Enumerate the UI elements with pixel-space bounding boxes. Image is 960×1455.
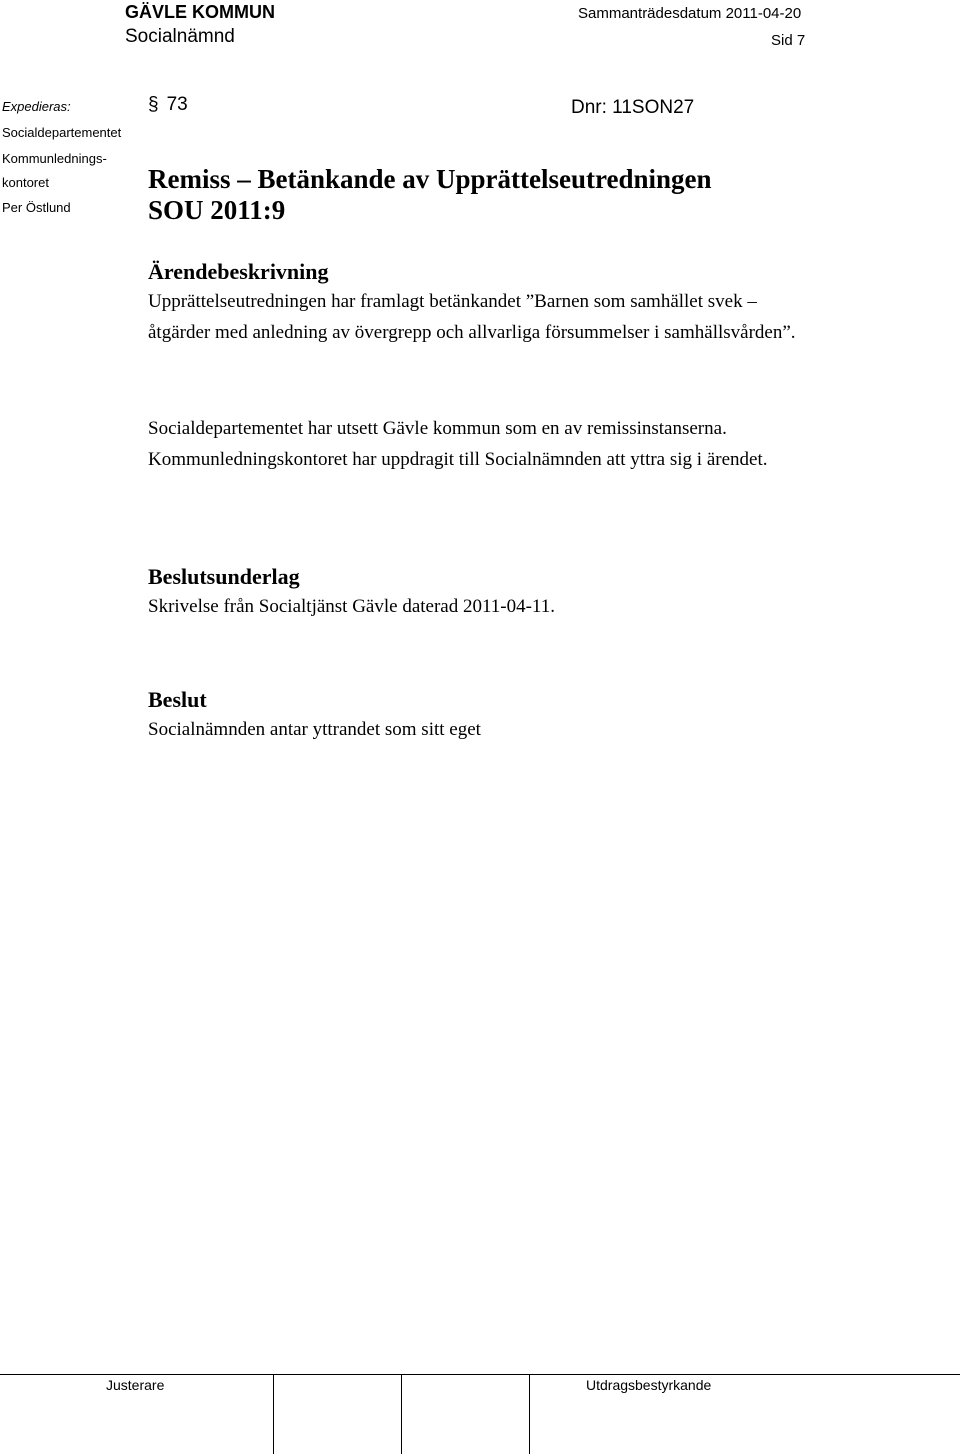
section-heading: Beslut (148, 687, 207, 712)
paragraph-number (148, 94, 188, 116)
expedieras-recipient: kontoret (2, 175, 49, 190)
organization-name: GÄVLE KOMMUN (125, 2, 275, 22)
section-text: Skrivelse från Socialtjänst Gävle daterad 2011-04-11. (148, 596, 555, 617)
footer-column-divider (273, 1374, 274, 1454)
department-name: Socialnämnd (125, 26, 235, 47)
paragraph-value: 73 (166, 94, 188, 115)
page-number: Sid 7 (771, 32, 806, 49)
section-text: Upprättelseutredningen har framlagt betänkandet ”Barnen som samhället svek – åtgärder med anledning av övergrepp och allvarliga försummelser i samhällsvården”. (148, 291, 796, 343)
footer-justerare-label: Justerare (106, 1377, 165, 1393)
section-beslutsunderlag (148, 563, 798, 622)
diary-number: Dnr: 11SON27 (571, 97, 695, 118)
title-line: SOU 2011:9 (148, 195, 286, 225)
section-text: Socialdepartementet har utsett Gävle kommun som en av remissinstanserna. (148, 418, 727, 439)
section-beslut (148, 686, 798, 745)
footer-divider (0, 1374, 960, 1375)
section-heading: Beslutsunderlag (148, 564, 300, 589)
footer-column-divider (401, 1374, 402, 1454)
expedieras-recipient: Socialdepartementet (2, 125, 122, 140)
section-remissinstans (148, 413, 798, 475)
footer-column-divider (529, 1374, 530, 1454)
document-title (148, 164, 712, 226)
expedieras-label: Expedieras: (2, 99, 71, 114)
section-sign: § (148, 94, 159, 115)
footer-utdragsbestyrkande-label: Utdragsbestyrkande (586, 1377, 712, 1393)
expedieras-recipient: Per Östlund (2, 200, 71, 215)
section-text: Socialnämnden antar yttrandet som sitt eget (148, 719, 481, 740)
expedieras-recipient: Kommunlednings- (2, 151, 107, 166)
title-line: Remiss – Betänkande av Upprättelseutredningen (148, 164, 712, 194)
section-text: Kommunledningskontoret har uppdragit till Socialnämnden att yttra sig i ärendet. (148, 449, 768, 470)
section-arendebeskrivning (148, 258, 798, 348)
section-heading: Ärendebeskrivning (148, 259, 329, 284)
meeting-date: Sammanträdesdatum 2011-04-20 (578, 5, 802, 22)
